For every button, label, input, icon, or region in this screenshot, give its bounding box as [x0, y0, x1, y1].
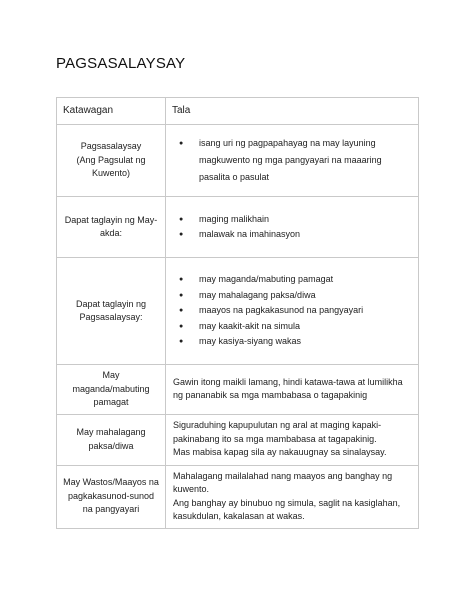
term-cell [57, 365, 166, 415]
bullet-item: ● isang uri ng pagpapahayag na may layuning magkuwento ng mga pangyayari na maaaring pasalita o pasulat [173, 135, 411, 186]
table-row [57, 414, 419, 465]
table-row [57, 197, 419, 258]
table-row [57, 258, 419, 365]
term-cell [57, 125, 166, 197]
bullet-item: ● may mahalagang paksa/diwa [173, 289, 411, 303]
term-line: May maganda/mabuting pamagat [72, 370, 150, 407]
term-line: Dapat taglayin ng Pagsasalaysay: [75, 298, 147, 322]
note-text: Ang banghay ay binubuo ng simula, saglit na kasiglahan, kasukdulan, kakalasan at wakas. [173, 497, 401, 521]
term-cell [57, 465, 166, 528]
table-row [57, 465, 419, 528]
term-cell [57, 414, 166, 465]
term-cell [57, 197, 166, 258]
note-text: Siguraduhing kapupulutan ng aral at maging kapaki-pakinabang ito sa mga mambabasa at tagapakinig. [173, 420, 382, 444]
table-row [57, 365, 419, 415]
notes-table [56, 97, 419, 529]
note-cell [166, 197, 419, 258]
bullet-item: ● may maganda/mabuting pamagat [173, 273, 411, 287]
note-text: Mahalagang mailalahad nang maayos ang banghay ng kuwento. [173, 470, 393, 494]
bullet-item: ● may kasiya-siyang wakas [173, 335, 411, 349]
header-tala: Tala [166, 98, 419, 125]
note-cell [166, 365, 419, 415]
note-cell [166, 465, 419, 528]
note-text: Gawin itong maikli lamang, hindi katawa-tawa at lumilikha ng pananabik sa mga mambabasa o tagapakinig [173, 376, 403, 401]
note-cell [166, 125, 419, 197]
header-katawagan: Katawagan [57, 98, 166, 125]
bullet-item: ● malawak na imahinasyon [173, 228, 411, 242]
term-line: May Wastos/Maayos na pagkakasunod-sunod na pangyayari [63, 477, 159, 515]
term-line: Pagsasalaysay (Ang Pagsulat ng Kuwento) [76, 141, 146, 179]
note-cell [166, 258, 419, 365]
table-row [57, 125, 419, 197]
term-cell [57, 258, 166, 365]
table-header-row [57, 98, 419, 125]
bullet-item: ● maging malikhain [173, 213, 411, 227]
note-cell [166, 414, 419, 465]
term-line: May mahalagang paksa/diwa [76, 427, 146, 451]
bullet-item: ● maayos na pagkakasunod na pangyayari [173, 304, 411, 318]
note-text: Mas mabisa kapag sila ay nakauugnay sa sinalaysay. [173, 447, 387, 458]
term-line: Dapat taglayin ng May-akda: [64, 214, 158, 238]
page-title: PAGSASALAYSAY [56, 55, 186, 72]
bullet-item: ● may kaakit-akit na simula [173, 320, 411, 334]
